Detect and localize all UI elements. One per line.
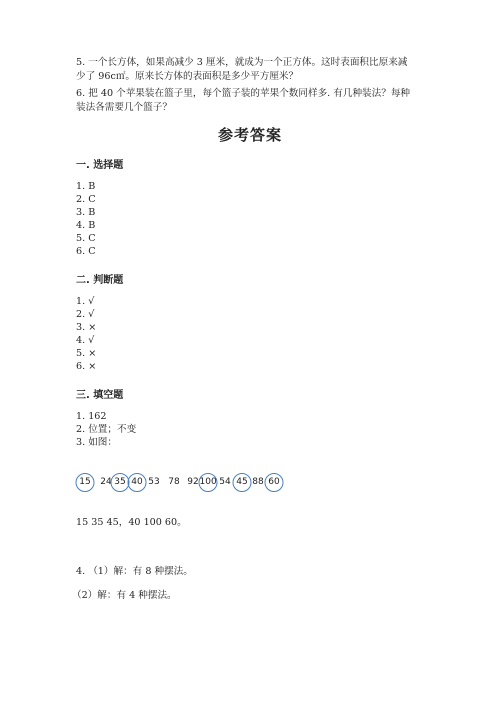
choice-answer-4: 4. B: [76, 220, 96, 231]
number: 24: [100, 477, 112, 487]
section-4-answer-1: 4. （1）解：有 8 种摆法。: [76, 566, 193, 577]
judgement-answer-4: 4. √: [76, 335, 95, 346]
number: 54: [219, 477, 231, 487]
circled-number-row: [75, 472, 290, 492]
fill-in-answer-3: 3. 如图：: [76, 437, 117, 448]
choice-answer-2: 2. C: [76, 194, 96, 205]
judgement-answer-5: 5. ×: [76, 348, 97, 359]
number: 78: [168, 477, 180, 487]
circled-number: 100: [199, 473, 218, 492]
choice-answer-5: 5. C: [76, 233, 96, 244]
problem-6-line-1: 6. 把 40 个苹果装在篮子里，每个篮子装的苹果个数同样多. 有几种装法？每种: [76, 88, 411, 99]
number: 53: [148, 477, 160, 487]
circled-number: 60: [265, 473, 284, 492]
circled-number: 40: [128, 473, 147, 492]
judgement-answer-6: 6. ×: [76, 361, 97, 372]
judgement-answer-3: 3. ×: [76, 322, 97, 333]
section-heading-judgement: 二. 判断题: [76, 275, 124, 286]
judgement-answer-2: 2. √: [76, 309, 95, 320]
circled-number: 45: [233, 473, 252, 492]
fill-in-answer-2: 2. 位置；不变: [76, 424, 137, 435]
circled-number: 35: [111, 473, 130, 492]
choice-answer-3: 3. B: [76, 207, 96, 218]
section-heading-fill-in: 三. 填空题: [76, 390, 124, 401]
problem-5-line-2: 少了 96c㎡。原来长方体的表面积是多少平方厘米？: [76, 71, 299, 82]
judgement-answer-1: 1. √: [76, 296, 95, 307]
section-heading-choice: 一. 选择题: [76, 160, 124, 171]
answers-title: 参考答案: [217, 126, 282, 144]
problem-5-line-1: 5. 一个长方体，如果高减少 3 厘米，就成为一个正方体。这时表面积比原来减: [76, 57, 408, 68]
fill-in-answer-1: 1. 162: [76, 411, 107, 422]
number: 88: [252, 477, 264, 487]
choice-answer-1: 1. B: [76, 181, 96, 192]
fill-in-result-line: 15 35 45，40 100 60。: [76, 517, 187, 528]
choice-answer-6: 6. C: [76, 246, 96, 257]
circled-number: 15: [76, 473, 95, 492]
problem-6-line-2: 装法各需要几个篮子？: [76, 102, 172, 113]
section-4-answer-2: （2）解：有 4 种摆法。: [72, 590, 177, 601]
number: 92: [187, 477, 199, 487]
